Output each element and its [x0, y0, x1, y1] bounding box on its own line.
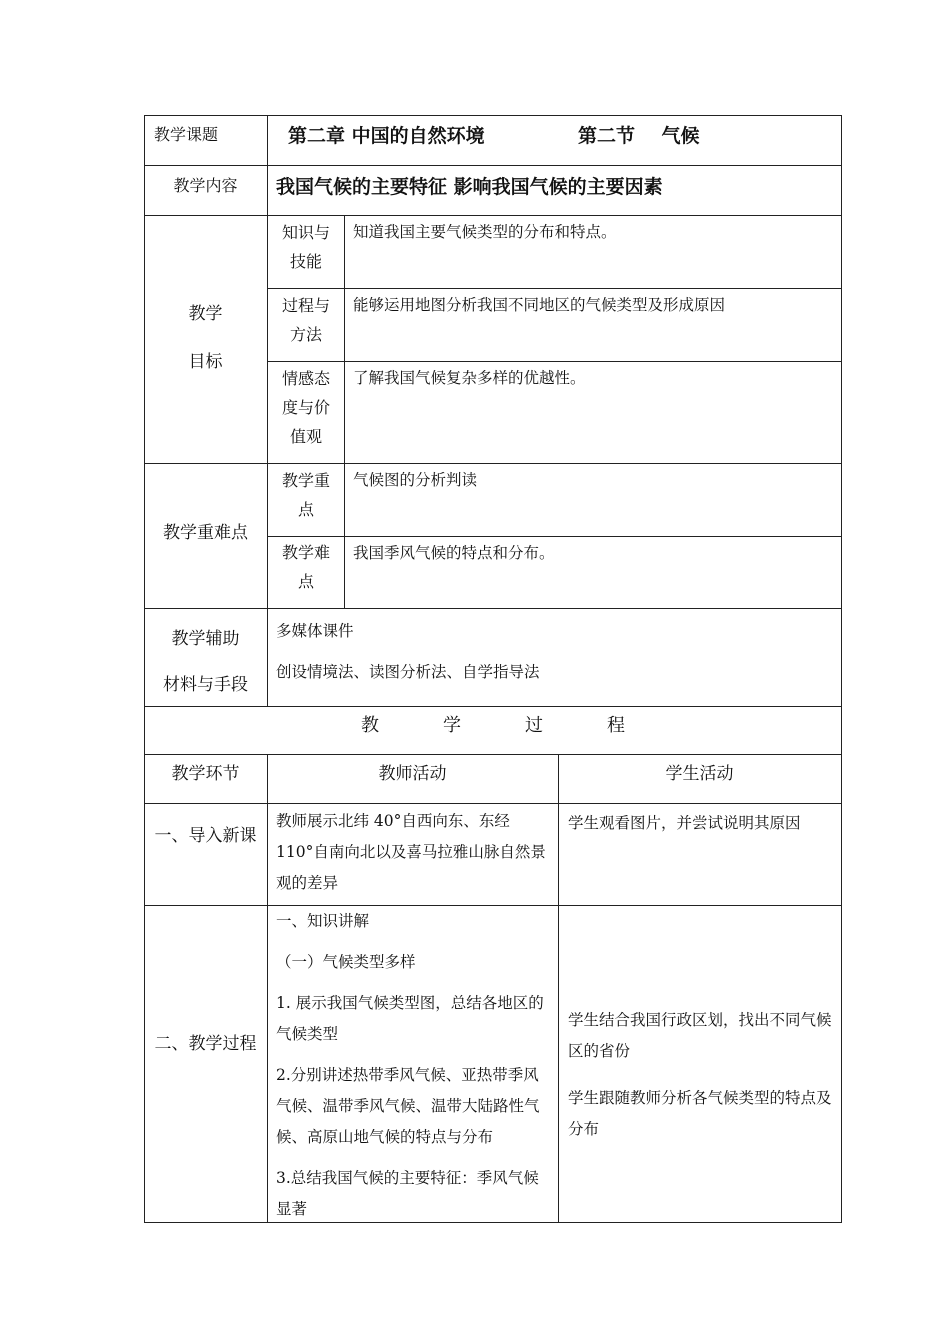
teacher-process-item: 3.总结我国气候的主要特征：季风气候显著: [276, 1169, 539, 1218]
objectives-label-line2: 目标: [188, 352, 223, 372]
rule: [344, 215, 345, 609]
objective-attitude-label: 情感态度与价值观: [281, 369, 330, 446]
rule-right: [841, 115, 842, 1223]
student-process: [568, 1005, 836, 1155]
rule: [144, 608, 842, 609]
student-process-item: 学生跟随教师分析各气候类型的特点及分布: [568, 1089, 832, 1138]
key-point-text: 气候图的分析判读: [353, 471, 478, 489]
content-label: 教学内容: [173, 176, 238, 195]
process-title-char: 教: [361, 715, 379, 736]
teacher-process-item: （一）气候类型多样: [276, 953, 416, 971]
process-title-char: 过: [525, 715, 543, 736]
stage-intro: 一、导入新课: [154, 826, 257, 846]
teacher-process: [276, 906, 552, 1235]
objectives-label: [144, 290, 267, 386]
topic-section: 第二节 气候: [578, 125, 700, 147]
col-teacher-header: 教师活动: [378, 764, 447, 784]
rule: [144, 165, 842, 166]
objective-process-label: 过程与方法: [281, 296, 330, 344]
topic-label: 教学课题: [154, 125, 219, 144]
rule: [144, 803, 842, 804]
materials-label-line2: 材料与手段: [163, 675, 248, 695]
rule: [267, 288, 842, 289]
rule: [267, 361, 842, 362]
rule: [144, 215, 842, 216]
rule: [267, 115, 268, 707]
process-title-char: 程: [607, 715, 625, 736]
process-title: [144, 711, 842, 741]
objective-attitude-text: 了解我国气候复杂多样的优越性。: [353, 369, 586, 387]
rule: [267, 754, 268, 1223]
teacher-process-item: 一、知识讲解: [276, 912, 370, 930]
objectives-label-line1: 教学: [188, 304, 223, 324]
key-point-label: 教学重点: [281, 471, 330, 519]
materials-label: [144, 616, 267, 708]
col-stage-header: 教学环节: [171, 764, 240, 784]
rule: [144, 463, 842, 464]
materials-line1: 多媒体课件: [276, 622, 354, 640]
difficult-point-label: 教学难点: [281, 543, 330, 591]
teacher-process-item: 1. 展示我国气候类型图，总结各地区的气候类型: [276, 994, 544, 1043]
materials-line2: 创设情境法、读图分析法、自学指导法: [276, 663, 540, 681]
rule: [267, 536, 842, 537]
stage-process: 二、教学过程: [154, 1034, 257, 1054]
objective-process-text: 能够运用地图分析我国不同地区的气候类型及形成原因: [353, 296, 726, 314]
col-student-header: 学生活动: [665, 764, 734, 784]
rule: [144, 754, 842, 755]
topic-chapter: 第二章 中国的自然环境: [288, 125, 485, 147]
rule-top: [144, 115, 842, 116]
materials-label-line1: 教学辅助: [171, 629, 240, 649]
difficulties-label: 教学重难点: [163, 523, 248, 543]
objective-knowledge-label: 知识与技能: [281, 223, 330, 271]
content-value: 我国气候的主要特征 影响我国气候的主要因素: [276, 176, 663, 198]
difficult-point-text: 我国季风气候的特点和分布。: [353, 544, 555, 562]
teacher-process-item: 2.分别讲述热带季风气候、亚热带季风气候、温带季风气候、温带大陆路性气候、高原山地气候的特点与分布: [276, 1066, 540, 1146]
process-title-char: 学: [443, 715, 461, 736]
objective-knowledge-text: 知道我国主要气候类型的分布和特点。: [353, 223, 617, 241]
student-intro: 学生观看图片，并尝试说明其原因: [568, 814, 801, 832]
student-process-item: 学生结合我国行政区划，找出不同气候区的省份: [568, 1011, 832, 1060]
teacher-intro: 教师展示北纬 40°自西向东、东经 110°自南向北以及喜马拉雅山脉自然景观的差异: [276, 812, 546, 892]
rule: [558, 754, 559, 1223]
